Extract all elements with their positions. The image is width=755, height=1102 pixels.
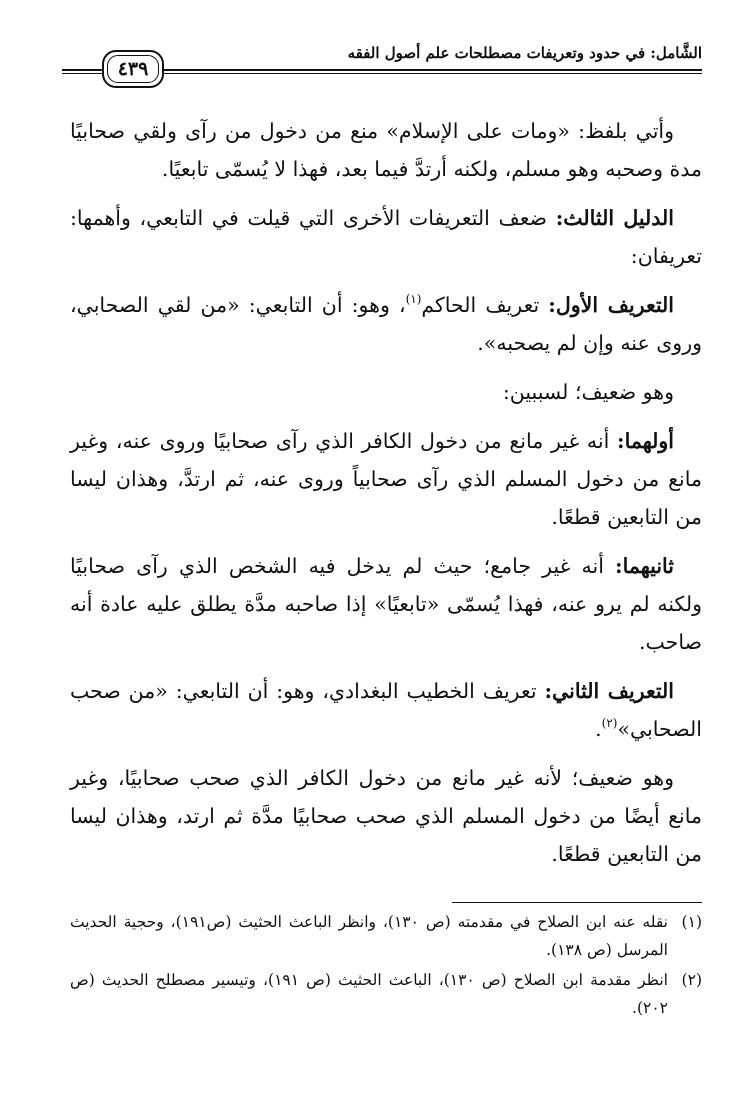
third-evidence-heading: الدليل الثالث: <box>555 206 674 230</box>
footnote-1-text: نقله عنه ابن الصلاح في مقدمته (ص ١٣٠)، وانظر الباعث الحثيث (ص١٩١)، وحجية الحديث المرسل (ص ١٣٨). <box>70 913 668 959</box>
page-header <box>62 42 702 92</box>
footnotes <box>70 908 702 1024</box>
paragraph-5-text: أنه غير مانع من دخول الكافر الذي رآى صحابيًا وروى عنه، وغير مانع من دخول المسلم الذي رآى صحابياً وروى عنه، ثم ارتدَّ، وهذان ليسا من التابعين قطعًا. <box>70 429 702 529</box>
footnote-ref-1[interactable]: (١) <box>405 292 422 306</box>
paragraph-6-text: أنه غير جامع؛ حيث لم يدخل فيه الشخص الذي رآى صحابيًا ولكنه لم يرو عنه، فهذا يُسمّى «تابعيًا» إذا صاحبه مدَّة يطلق عليه عادة أنه صاحب. <box>70 554 702 654</box>
second-definition-heading: التعريف الثاني: <box>544 679 674 703</box>
main-text <box>70 112 702 884</box>
paragraph-1-text: وأتي بلفظ: «ومات على الإسلام» منع من دخول من رآى ولقي صحابيًا مدة وصحبه وهو مسلم، ولكنه أرتدَّ فيما بعد، فهذا لا يُسمّى تابعيًا. <box>70 119 702 181</box>
first-reason-heading: أولهما: <box>617 429 674 453</box>
paragraph-7-text-a: تعريف الخطيب البغدادي، وهو: أن التابعي: «من صحب الصحابي» <box>70 679 702 741</box>
footnote-2-number: (٢) <box>681 971 702 989</box>
paragraph-6 <box>70 547 702 661</box>
paragraph-2-text: ضعف التعريفات الأخرى التي قيلت في التابعي، وأهمها: تعريفان: <box>70 206 702 268</box>
footnote-2-text: انظر مقدمة ابن الصلاح (ص ١٣٠)، الباعث الحثيث (ص ١٩١)، وتيسير مصطلح الحديث (ص ٢٠٢). <box>70 971 668 1017</box>
paragraph-7 <box>70 672 702 748</box>
page-number-text: ٤٣٩ <box>117 58 149 80</box>
footnote-separator <box>452 902 702 903</box>
paragraph-4 <box>70 373 702 411</box>
running-title: الشَّامل: في حدود وتعريفات مصطلحات علم أصول الفقه <box>347 44 702 62</box>
paragraph-3-text-b: ، وهو: أن التابعي: «من لقي الصحابي، وروى عنه وإن لم يصحبه». <box>70 293 702 355</box>
paragraph-3-text-a: تعريف الحاكم <box>421 293 549 317</box>
footnote-ref-2[interactable]: (٢) <box>601 716 618 730</box>
paragraph-8 <box>70 759 702 873</box>
paragraph-5 <box>70 422 702 536</box>
footnote-2 <box>70 966 702 1022</box>
second-reason-heading: ثانيهما: <box>615 554 674 578</box>
paragraph-2 <box>70 199 702 275</box>
paragraph-1 <box>70 112 702 188</box>
page-number <box>102 50 164 88</box>
footnote-1-number: (١) <box>681 913 702 931</box>
paragraph-7-text-b: . <box>595 717 602 741</box>
paragraph-8-text: وهو ضعيف؛ لأنه غير مانع من دخول الكافر الذي صحب صحابيًا، وغير مانع أيضًا من دخول المسلم الذي صحب صحابيًا مدَّة ثم ارتد، وهذان ليسا من التابعين قطعًا. <box>70 766 702 866</box>
footnote-1 <box>70 908 702 964</box>
paragraph-4-text: وهو ضعيف؛ لسببين: <box>502 380 674 404</box>
first-definition-heading: التعريف الأول: <box>548 293 674 317</box>
paragraph-3 <box>70 286 702 362</box>
